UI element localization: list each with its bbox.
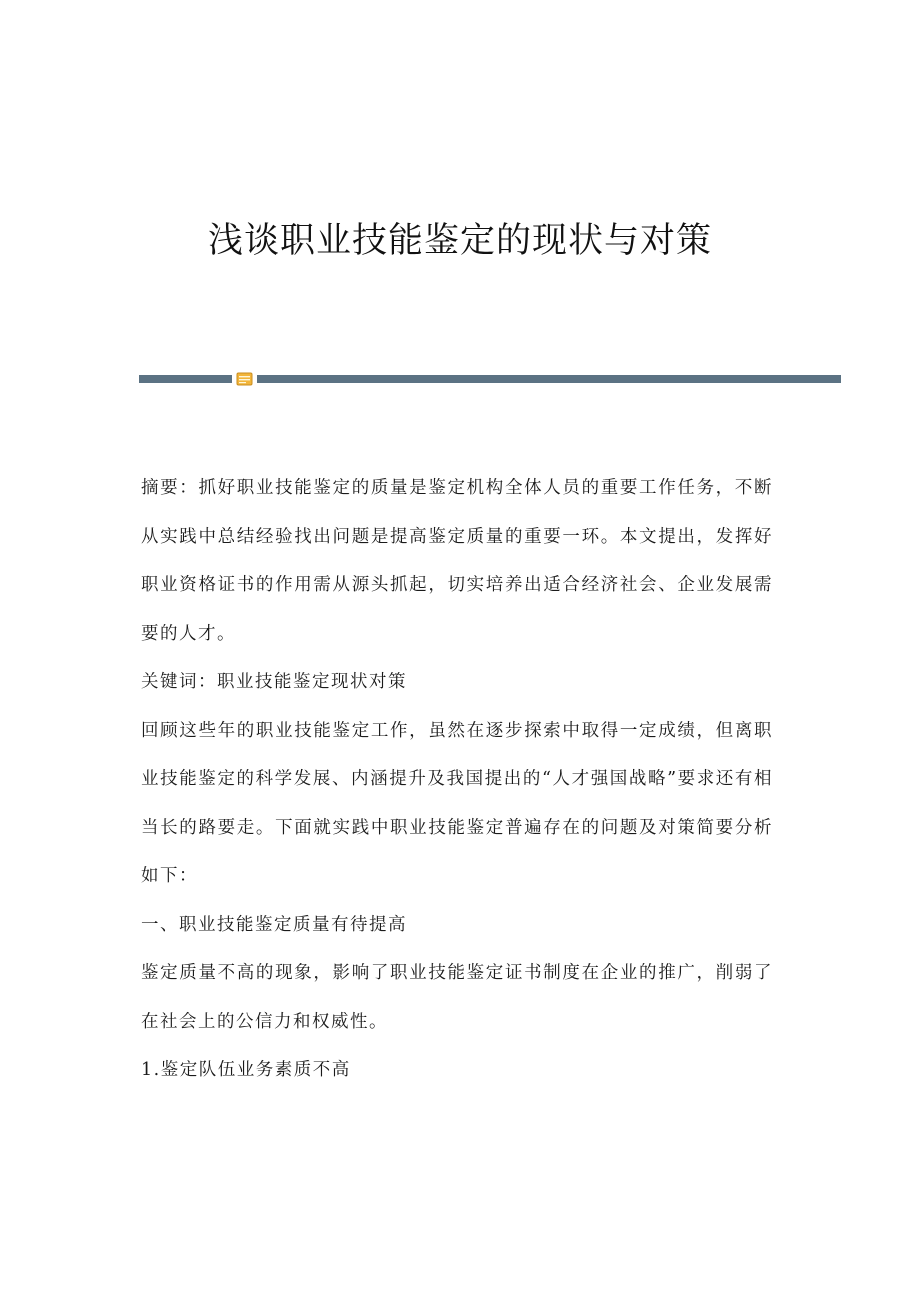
title-divider — [139, 372, 841, 386]
document-title: 浅谈职业技能鉴定的现状与对策 — [207, 221, 712, 261]
divider-bar-right — [257, 375, 841, 383]
subsection-heading-1: 1.鉴定队伍业务素质不高 — [141, 1060, 351, 1080]
document-body — [141, 464, 773, 1095]
section-1-paragraph: 鉴定质量不高的现象，影响了职业技能鉴定证书制度在企业的推广，削弱了在社会上的公信力和权威性。 — [141, 963, 773, 1032]
folded-note-icon — [236, 372, 253, 386]
keywords-paragraph: 关键词：职业技能鉴定现状对策 — [141, 672, 407, 692]
abstract-paragraph: 摘要：抓好职业技能鉴定的质量是鉴定机构全体人员的重要工作任务，不断从实践中总结经验找出问题是提高鉴定质量的重要一环。本文提出，发挥好职业资格证书的作用需从源头抓起，切实培养出适合经济社会、企业发展需要的人才。 — [141, 478, 773, 644]
section-heading-1: 一、职业技能鉴定质量有待提高 — [141, 914, 407, 935]
intro-paragraph: 回顾这些年的职业技能鉴定工作，虽然在逐步探索中取得一定成绩，但离职业技能鉴定的科学发展、内涵提升及我国提出的“人才强国战略”要求还有相当长的路要走。下面就实践中职业技能鉴定普遍存在的问题及对策简要分析如下： — [141, 720, 773, 886]
divider-bar-left — [139, 375, 232, 383]
